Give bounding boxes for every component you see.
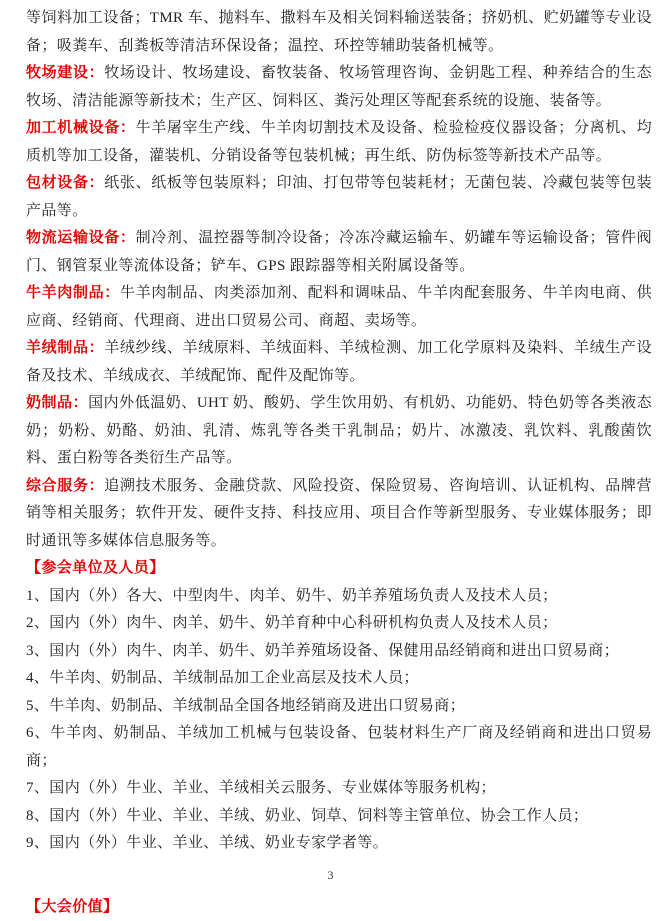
section-heading: 【参会单位及人员】: [26, 555, 652, 583]
list-item: 7、国内（外）牛业、羊业、羊绒相关云服务、专业媒体等服务机构；: [26, 775, 652, 803]
list-item: 2、国内（外）肉牛、肉羊、奶牛、奶羊育种中心科研机构负责人及技术人员；: [26, 610, 652, 638]
list-item: 1、国内（外）各大、中型肉牛、肉羊、奶牛、奶羊养殖场负责人及技术人员；: [26, 583, 652, 611]
body-paragraph: 加工机械设备：牛羊屠宰生产线、牛羊肉切割技术及设备、检验检疫仪器设备；分离机、均质机等加工设备，灌装机、分销设备等包装机械；再生纸、防伪标签等新技术产品等。: [26, 115, 652, 170]
section-label: 综合服务：: [26, 478, 104, 494]
list-item: 3、国内（外）肉牛、肉羊、奶牛、奶羊养殖场设备、保健用品经销商和进出口贸易商；: [26, 638, 652, 666]
section-label: 包材设备：: [26, 175, 104, 191]
body-paragraph: 羊绒制品：羊绒纱线、羊绒原料、羊绒面料、羊绒检测、加工化学原料及染料、羊绒生产设备及技术、羊绒成衣、羊绒配饰、配件及配饰等。: [26, 335, 652, 390]
section-label: 牧场建设：: [26, 65, 104, 81]
list-item: 4、牛羊肉、奶制品、羊绒制品加工企业高层及技术人员；: [26, 665, 652, 693]
body-paragraph: 奶制品：国内外低温奶、UHT 奶、酸奶、学生饮用奶、有机奶、功能奶、特色奶等各类液态奶；奶粉、奶酪、奶油、乳清、炼乳等各类干乳制品；奶片、冰激凌、乳饮料、乳酸菌饮料、蛋白粉等各类衍生产品等。: [26, 390, 652, 473]
section-heading: 【大会价值】: [26, 894, 652, 921]
body-paragraph: 牛羊肉制品：牛羊肉制品、肉类添加剂、配料和调味品、牛羊肉配套服务、牛羊肉电商、供应商、经销商、代理商、进出口贸易公司、商超、卖场等。: [26, 280, 652, 335]
list-item: 8、国内（外）牛业、羊业、羊绒、奶业、饲草、饲料等主管单位、协会工作人员；: [26, 803, 652, 831]
body-paragraph: 包材设备：纸张、纸板等包装原料；印油、打包带等包装耗材；无菌包装、冷藏包装等包装产品等。: [26, 170, 652, 225]
section-label: 羊绒制品：: [26, 340, 104, 356]
list-item: 6、牛羊肉、奶制品、羊绒加工机械与包装设备、包装材料生产厂商及经销商和进出口贸易商；: [26, 720, 652, 775]
section-label: 加工机械设备：: [26, 120, 136, 136]
document-content: [26, 5, 652, 921]
list-item: 9、国内（外）牛业、羊业、羊绒、奶业专家学者等。: [26, 830, 652, 858]
page-number: 3: [0, 868, 661, 883]
body-paragraph: 等饲料加工设备；TMR 车、抛料车、撒料车及相关饲料输送装备；挤奶机、贮奶罐等专业设备；吸粪车、刮粪板等清洁环保设备；温控、环控等辅助装备机械等。: [26, 5, 652, 60]
body-paragraph: 牧场建设：牧场设计、牧场建设、畜牧装备、牧场管理咨询、金钥匙工程、种养结合的生态牧场、清洁能源等新技术；生产区、饲料区、粪污处理区等配套系统的设施、装备等。: [26, 60, 652, 115]
section-label: 牛羊肉制品：: [26, 285, 120, 301]
body-paragraph: 物流运输设备：制冷剂、温控器等制冷设备；冷冻冷藏运输车、奶罐车等运输设备；管件阀门、钢管泵业等流体设备；铲车、GPS 跟踪器等相关附属设备等。: [26, 225, 652, 280]
body-paragraph: 综合服务：追溯技术服务、金融贷款、风险投资、保险贸易、咨询培训、认证机构、品牌营销等相关服务；软件开发、硬件支持、科技应用、项目合作等新型服务、专业媒体服务；即时通讯等多媒体信息服务等。: [26, 473, 652, 556]
list-item: 5、牛羊肉、奶制品、羊绒制品全国各地经销商及进出口贸易商；: [26, 693, 652, 721]
section-label: 奶制品：: [26, 395, 88, 411]
section-label: 物流运输设备：: [26, 230, 136, 246]
